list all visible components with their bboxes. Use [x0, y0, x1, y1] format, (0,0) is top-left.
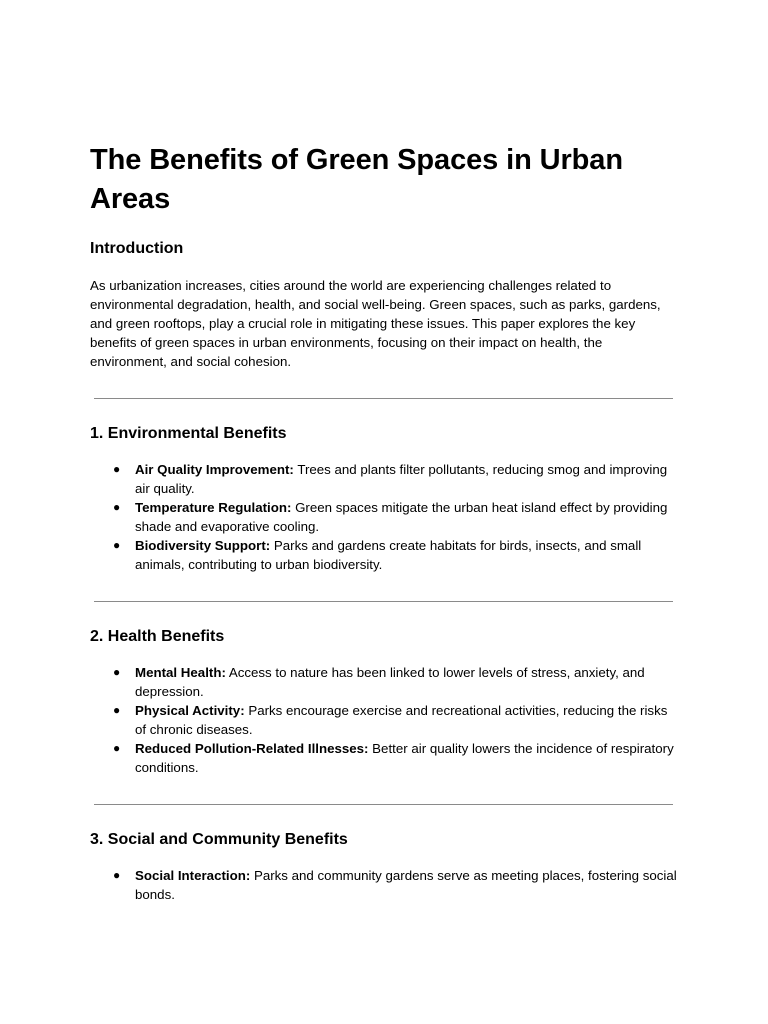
section-heading-environmental: 1. Environmental Benefits	[90, 425, 287, 442]
list-item-text: Trees and plants filter pollutants, reducing smog and improving air quality.	[135, 462, 668, 496]
bullet-icon: ●	[113, 500, 121, 514]
section-heading-health: 2. Health Benefits	[90, 628, 225, 645]
divider	[94, 601, 673, 602]
bullet-list-health	[90, 663, 680, 777]
divider	[94, 804, 673, 805]
list-item-term: Biodiversity Support:	[135, 538, 271, 553]
list-item	[90, 663, 680, 701]
list-item	[90, 739, 680, 777]
list-item-text: Green spaces mitigate the urban heat island effect by providing shade and evaporative cooling.	[135, 500, 668, 534]
section-heading-social: 3. Social and Community Benefits	[90, 831, 348, 848]
list-item-term: Reduced Pollution-Related Illnesses:	[135, 741, 369, 756]
divider	[94, 398, 673, 399]
introduction-heading: Introduction	[90, 240, 184, 257]
list-item	[90, 701, 680, 739]
bullet-icon: ●	[113, 665, 121, 679]
bullet-icon: ●	[113, 868, 121, 882]
bullet-icon: ●	[113, 538, 121, 552]
list-item-term: Mental Health:	[135, 665, 226, 680]
bullet-icon: ●	[113, 741, 121, 755]
bullet-icon: ●	[113, 703, 121, 717]
list-item-text: Better air quality lowers the incidence of respiratory conditions.	[135, 741, 674, 775]
list-item	[90, 460, 680, 498]
list-item	[90, 536, 680, 574]
introduction-paragraph: As urbanization increases, cities around the world are experiencing challenges related to environmental degradation, health, and social well-being. Green spaces, such as parks, gardens, and green rooftops, play a crucial role in mitigating these issues. This paper explores the key benefits of green spaces in urban environments, focusing on their impact on health, the environment, and social cohesion.	[90, 278, 661, 369]
document-title: The Benefits of Green Spaces in Urban Areas	[90, 144, 623, 215]
list-item-text: Parks and gardens create habitats for birds, insects, and small animals, contributing to urban biodiversity.	[135, 538, 642, 572]
list-item-term: Social Interaction:	[135, 868, 251, 883]
list-item-text: Parks encourage exercise and recreational activities, reducing the risks of chronic diseases.	[135, 703, 668, 737]
bullet-icon: ●	[113, 462, 121, 476]
list-item-term: Temperature Regulation:	[135, 500, 292, 515]
list-item	[90, 498, 680, 536]
bullet-list-social	[90, 866, 680, 904]
list-item-term: Physical Activity:	[135, 703, 245, 718]
bullet-list-environmental	[90, 460, 680, 574]
list-item-term: Air Quality Improvement:	[135, 462, 294, 477]
list-item-text: Parks and community gardens serve as meeting places, fostering social bonds.	[135, 868, 677, 902]
list-item	[90, 866, 680, 904]
list-item-text: Access to nature has been linked to lower levels of stress, anxiety, and depression.	[135, 665, 645, 699]
